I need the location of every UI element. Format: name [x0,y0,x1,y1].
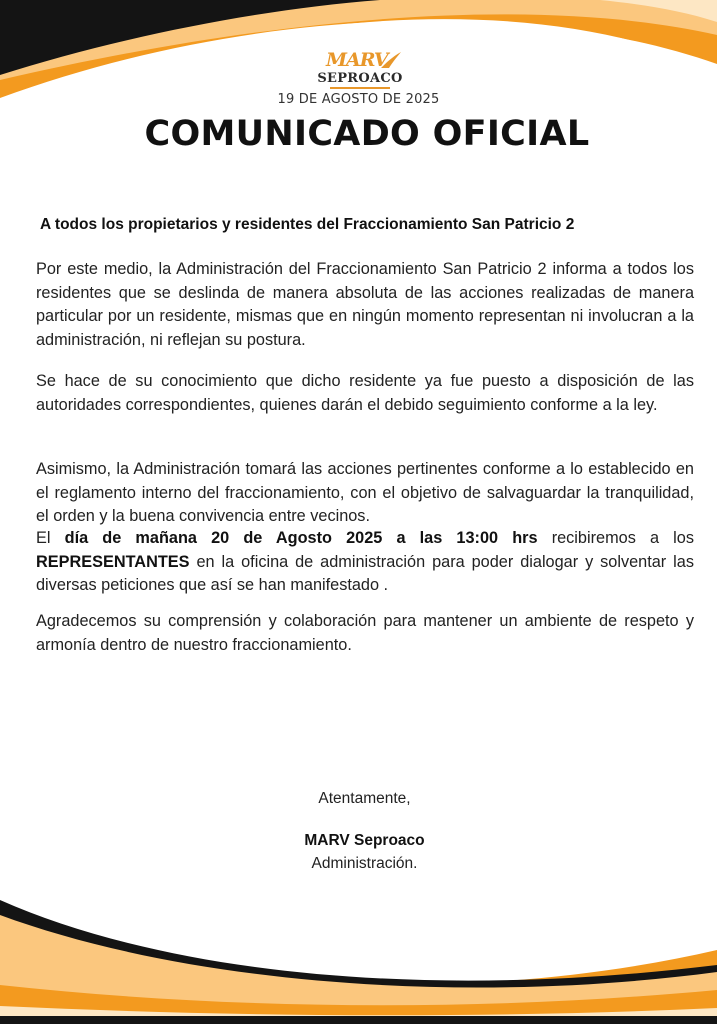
signer-role: Administración. [311,855,418,872]
signer-name: MARV Seproaco [304,832,425,849]
meeting-text-middle: recibiremos a los [551,529,694,547]
document-date: 19 DE AGOSTO DE 2025 [277,92,440,107]
logo-swoosh-icon [380,51,402,69]
paragraph-thanks: Agradecemos su comprensión y colaboración para mantener un ambiente de respeto y armonía dentro de nuestro fraccionamiento. [36,612,694,654]
company-logo [300,47,420,91]
meeting-text-intro: El [36,529,51,547]
logo-mark: MARV [326,47,406,73]
paragraph-disclaimer: Por este medio, la Administración del Fraccionamiento San Patricio 2 informa a todos los residentes que se deslinda de manera absoluta de las acciones realizadas de manera particular por un residente, mismas que en ningún momento representan ni involucran a la administración, ni reflejan su postura. [36,260,694,349]
paragraph-meeting [36,527,694,598]
paragraph-authorities: Se hace de su conocimiento que dicho residente ya fue puesto a disposición de las autoridades correspondientes, quienes darán el debido seguimiento conforme a la ley. [36,372,694,414]
document-title: COMUNICADO OFICIAL [144,114,590,154]
meeting-text-end: en la oficina de administración para poder dialogar y solventar las diversas peticiones que así se han manifestado . [36,552,694,594]
logo-name: SEPROACO [300,71,420,86]
closing-salutation: Atentamente, [318,790,411,807]
addressee-line: A todos los propietarios y residentes del Fraccionamiento San Patricio 2 [40,216,575,233]
meeting-date-time: día de mañana 20 de Agosto 2025 a las 13:00 hrs [64,529,538,547]
paragraph-regulations: Asimismo, la Administración tomará las acciones pertinentes conforme a lo establecido en el reglamento interno del fraccionamiento, con el objetivo de salvaguardar la tranquilidad, el orden y la buena convivencia entre vecinos. [36,460,694,525]
meeting-representatives: REPRESENTANTES [36,552,190,571]
